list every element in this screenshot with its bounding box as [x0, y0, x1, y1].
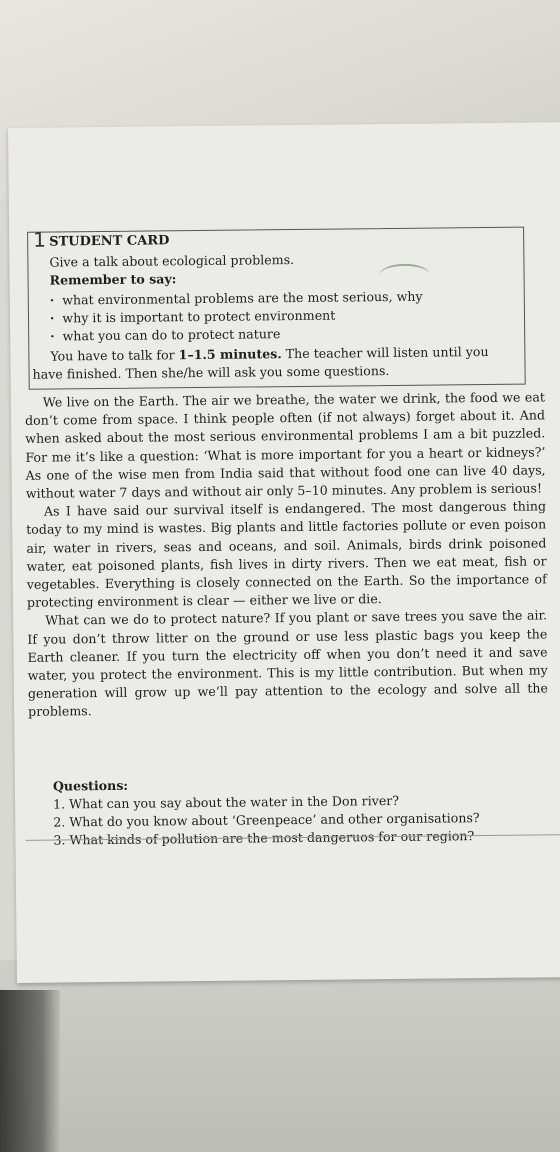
card-bullet-list — [50, 288, 423, 346]
card-title: STUDENT CARD — [49, 233, 170, 250]
essay-paragraph: We live on the Earth. The air we breathe, the water we drink, the food we eat don’t come from space. I think people often (if not always) forget about it. And when asked about the most serious environmental problems I am a bit puzzled. For me it’s like a question: ‘What is more important for you a heart or kidneys?’ As one of the wise men from India said that without food one can live 40 days, without water 7 days and without air only 5–10 minutes. Any problem is serious! — [24, 389, 546, 501]
card-remember-heading: Remember to say: — [49, 271, 177, 288]
card-bullet-item: · what you can do to protect nature — [50, 324, 423, 346]
card-time-suffix: The teacher will listen until you have finished. Then she/he will ask you some questions. — [32, 343, 489, 382]
background-bottom — [0, 960, 560, 1152]
essay-body — [25, 388, 548, 721]
card-number: 1 — [33, 227, 47, 252]
card-time-note — [32, 343, 522, 384]
background-shadow — [0, 990, 60, 1152]
essay-paragraph: As I have said our survival itself is endangered. The most dangerous thing today to my mind is wastes. Big plants and little factories pollute or even poison air, water in rivers, seas and oceans, and soil. Animals, birds drink poisoned water, eat poisoned plants, fish lives in dirty rivers. Then we eat meat, fish or vegetables. Everything is closely connected on the Earth. So the importance of protecting environment is clear — either we live or die. — [26, 498, 547, 611]
card-instruction: Give a talk about ecological problems. — [49, 252, 295, 270]
question-item: 3. What kinds of pollution are the most dangeruos for our region? — [53, 828, 475, 848]
questions-list — [53, 791, 534, 850]
question-item: 2. What do you know about ‘Greenpeace’ and other organisations? — [53, 810, 480, 830]
questions-title: Questions: — [52, 777, 129, 794]
card-time-bold: 1–1.5 minutes. — [178, 346, 282, 363]
paper-sheet — [8, 122, 560, 983]
essay-paragraph: What can we do to protect nature? If you plant or save trees you save the air. If you don’t throw litter on the ground or use less plastic bags you keep the Earth cleaner. If you turn the electricity off when you don’t need it and save water, you protect the environment. This is my little contribution. But when my generation will grow up we’ll pay attention to the ecology and solve all the problems. — [27, 607, 548, 720]
card-bullet-item: · why it is important to protect environment — [50, 306, 423, 328]
question-item: 1. What can you say about the water in the Don river? — [53, 792, 400, 812]
card-bullet-item: · what environmental problems are the most serious, why — [50, 288, 423, 310]
card-time-prefix: You have to talk for — [50, 347, 179, 364]
